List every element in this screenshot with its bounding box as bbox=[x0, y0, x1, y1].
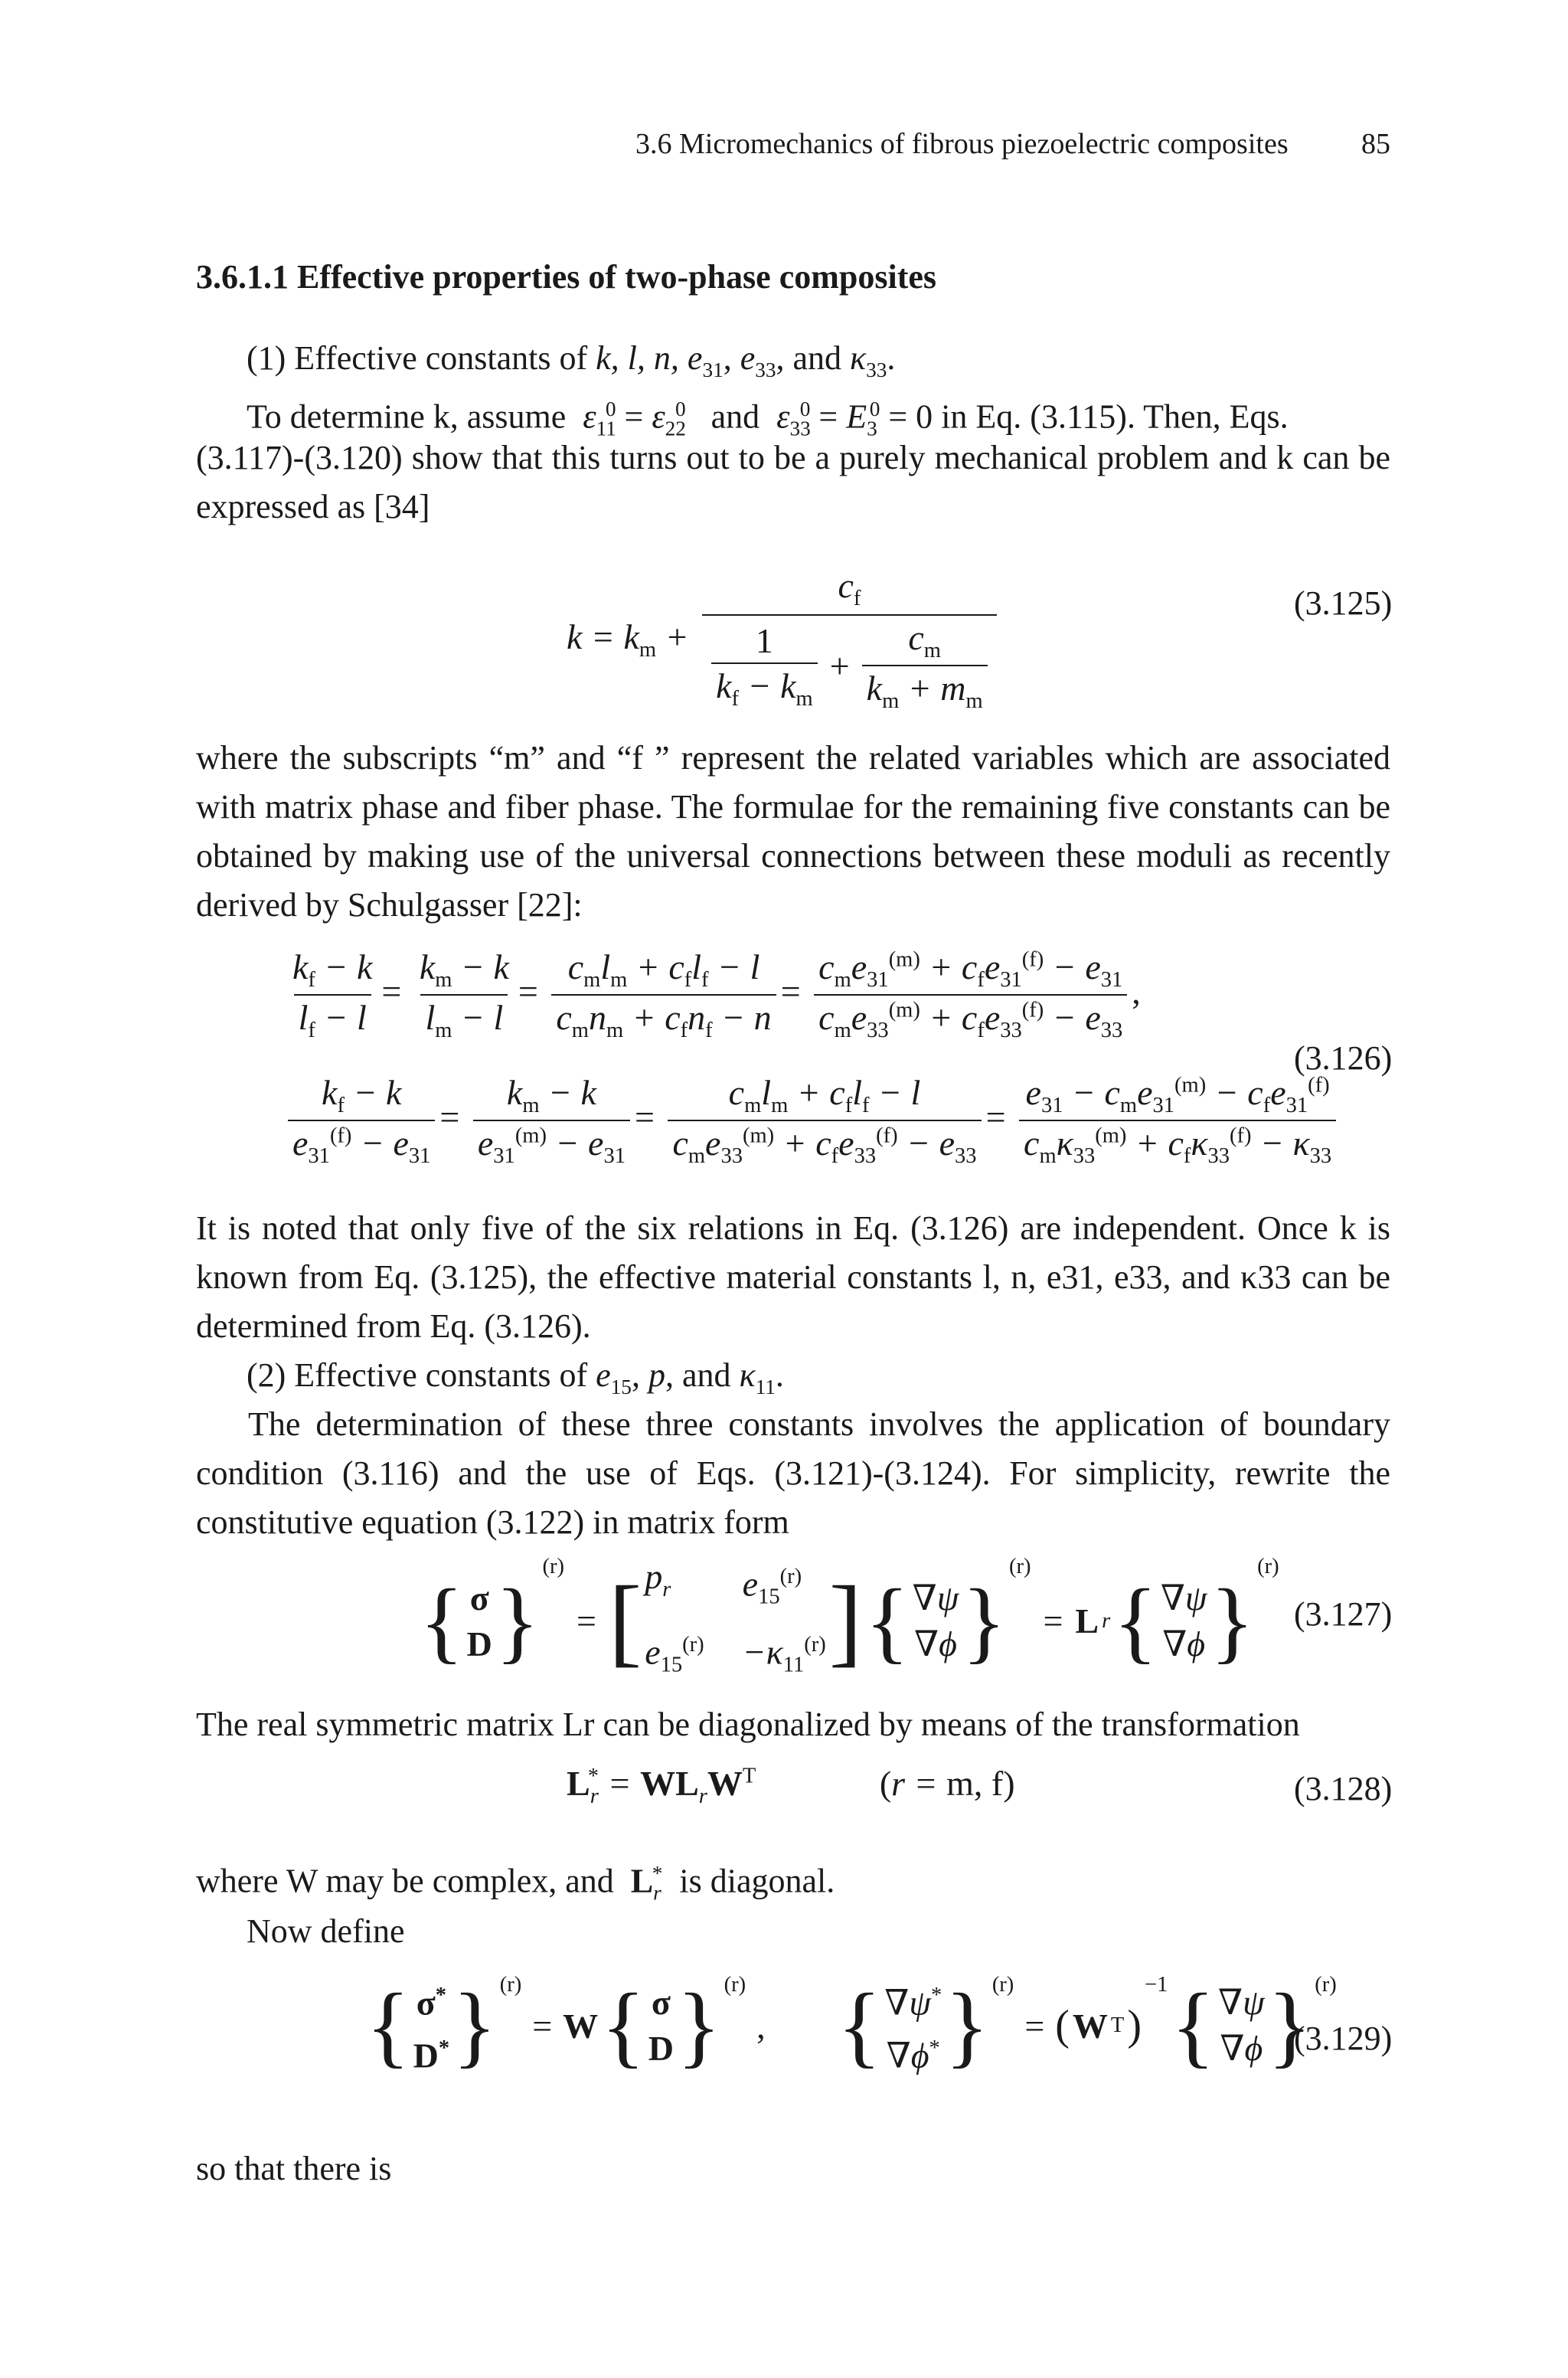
equation-3-126-row-1: $\frac{k_f - k}{l_f - l}$ = $\frac{k_m - k}{l_m - l}$ = $\frac{c_ml_m + c_fl_f - l}{c_mn_m + c_fn_f - n}$ = $\frac{c_me_{31}^{(m)} + c_fe_{31}^{(f)} - e_{31}}{c_me_{33}^{(m)} + c_fe_{33}^{(f)} - e_{33}}$ , bbox=[292, 947, 1141, 1043]
equation-3-125: $k = k_m$ + $c_f$ $\frac{1}{k_f - k_m}$ + $\frac{c_m}{k_m + m_m}$ bbox=[567, 565, 1001, 715]
paragraph-1-rest: (3.117)-(3.120) show that this turns out to be a purely mechanical problem and k can be expressed as [34] bbox=[196, 439, 1390, 525]
paragraph-8: so that there is bbox=[196, 2150, 392, 2187]
paragraph-7: Now define bbox=[247, 1912, 405, 1950]
item-1-heading: (1) Effective constants of k, l, n, $e_{31}$, $e_{33}$, and $\kappa_{33}$. bbox=[247, 339, 896, 381]
paragraph-6: where W may be complex, and $L_r^*$ is diagonal. bbox=[196, 1862, 835, 1905]
equation-number-3-128: (3.128) bbox=[1294, 1770, 1393, 1807]
paragraph-3: It is noted that only five of the six relations in Eq. (3.126) are independent. Once k is known from Eq. (3.125), the effective material constants l, n, e31, e33, and κ33 can be determined from Eq. (3.126). bbox=[196, 1209, 1390, 1345]
running-title: 3.6 Micromechanics of fibrous piezoelectric composites bbox=[635, 128, 1289, 160]
equation-3-127: { σ D } $^{(r)}$ = [ $p_r$ $e_{15}^{(r)}$ $e_{15}^{(r)}$ $-\kappa_{11}^{(r)}$ ] { ∇ψ ∇ϕ } $^{(r)}$ = L r { ∇ψ ∇ϕ } $^{(r)}$ bbox=[420, 1555, 1279, 1677]
equation-number-3-126: (3.126) bbox=[1294, 1039, 1393, 1077]
equation-number-3-125: (3.125) bbox=[1294, 584, 1393, 622]
equation-3-128: $L_r^* = WL_rW^T$ (r = m, f) bbox=[567, 1764, 1015, 1809]
item-2-heading: (2) Effective constants of $e_{15}$, p, and $\kappa_{11}$. bbox=[247, 1356, 784, 1398]
paragraph-2: where the subscripts “m” and “f ” represent the related variables which are associated with matrix phase and fiber phase. The formulae for the remaining five constants can be obtained by making use of the universal connections between these moduli as recently derived by Schulgasser [22]: bbox=[196, 739, 1390, 924]
paragraph-5: The real symmetric matrix Lr can be diagonalized by means of the transformation bbox=[196, 1706, 1300, 1743]
equation-number-3-127: (3.127) bbox=[1294, 1595, 1393, 1633]
equation-3-129: { σ* D* } $^{(r)}$ = W { σ D } $^{(r)}$ , { ∇ψ* ∇ϕ* } $^{(r)}$ = ( W T ) −1 { ∇ψ ∇ϕ } $^{(r)}$ bbox=[366, 1973, 1337, 2077]
running-head bbox=[635, 127, 1390, 161]
paragraph-4: The determination of these three constants involves the application of boundary condition (3.116) and the use of Eqs. (3.121)-(3.124). For simplicity, rewrite the constitutive equation (3.122) in matrix form bbox=[196, 1405, 1390, 1541]
section-heading: 3.6.1.1 Effective properties of two-phase composites bbox=[196, 258, 937, 296]
paragraph-1-line-1: To determine k, assume $\varepsilon_{11}^0 = \varepsilon_{22}^0$ and $\varepsilon_{33}^0 = E_3^0 = 0$ in Eq. (3.115). Then, Eqs. bbox=[247, 397, 1289, 440]
page-number: 85 bbox=[1361, 128, 1390, 160]
equation-number-3-129: (3.129) bbox=[1294, 2020, 1393, 2057]
equation-3-126-row-2: $\frac{k_f - k}{e_{31}^{(f)} - e_{31}}$ = $\frac{k_m - k}{e_{31}^{(m)} - e_{31}}$ = $\frac{c_ml_m + c_fl_f - l}{c_me_{33}^{(m)} + c_fe_{33}^{(f)} - e_{33}}$ = $\frac{e_{31} - c_me_{31}^{(m)} - c_fe_{31}^{(f)}}{c_m\kappa_{33}^{(m)} + c_f\kappa_{33}^{(f)} - \kappa_{33}}$ bbox=[283, 1072, 1341, 1169]
